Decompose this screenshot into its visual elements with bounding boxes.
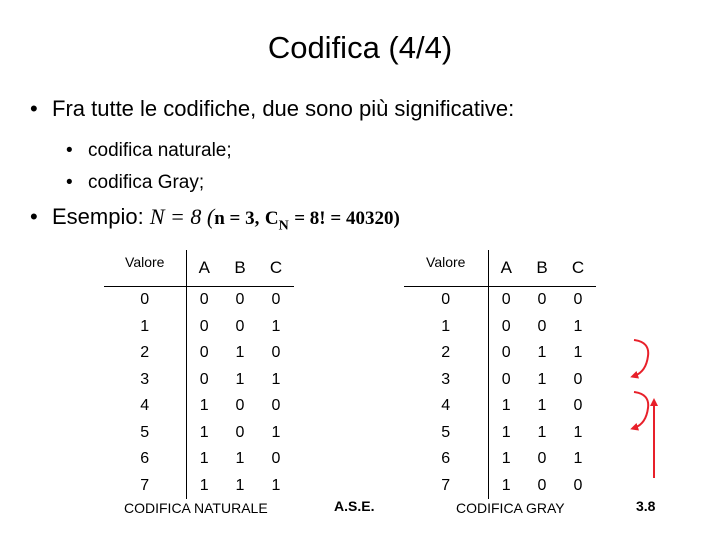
- cell-bit: 1: [501, 476, 511, 494]
- cell-bit: 0: [537, 291, 547, 309]
- cell-valore: 6: [404, 446, 488, 473]
- cell-bit: 1: [573, 423, 583, 441]
- gray-caption: CODIFICA GRAY: [456, 500, 565, 516]
- cell-valore: 5: [104, 420, 186, 447]
- cell-bit: 0: [199, 344, 209, 362]
- header-b: B: [524, 250, 560, 287]
- table-row: [404, 446, 596, 473]
- formula-c: C: [264, 208, 279, 229]
- intro-text: Fra tutte le codifiche, due sono più significative:: [52, 96, 515, 121]
- table-row: [104, 340, 294, 367]
- cell-bit: 1: [271, 317, 281, 335]
- table-row: [104, 287, 294, 314]
- header-valore: Valore: [104, 250, 186, 287]
- cell-bit: 0: [235, 423, 245, 441]
- table-row: [104, 420, 294, 447]
- example-label: Esempio:: [52, 204, 144, 229]
- cell-bit: 1: [501, 397, 511, 415]
- cell-valore: 3: [404, 367, 488, 394]
- cell-bit: 0: [235, 291, 245, 309]
- cell-bit: 1: [501, 423, 511, 441]
- cell-valore: 1: [404, 314, 488, 341]
- table-row: [404, 314, 596, 341]
- curved-arrow-upper: [634, 340, 648, 376]
- example-bullet: [30, 204, 400, 234]
- cell-bit: 0: [199, 291, 209, 309]
- cell-bit: 1: [573, 344, 583, 362]
- cell-bit: 0: [199, 317, 209, 335]
- cell-bit: 0: [573, 476, 583, 494]
- table-row: [104, 367, 294, 394]
- sub-bullet-natural: [66, 140, 232, 162]
- header-a: A: [186, 250, 222, 287]
- cell-valore: 2: [404, 340, 488, 367]
- intro-bullet: [30, 96, 514, 122]
- table-row: [104, 446, 294, 473]
- cell-bit: 0: [271, 450, 281, 468]
- cell-bit: 0: [537, 317, 547, 335]
- cell-bit: 0: [537, 450, 547, 468]
- cell-bit: 0: [271, 397, 281, 415]
- cell-bit: 0: [573, 370, 583, 388]
- cell-bit: 1: [501, 450, 511, 468]
- cell-valore: 0: [404, 287, 488, 314]
- table-row: [104, 393, 294, 420]
- cell-bit: 0: [199, 370, 209, 388]
- cell-bit: 0: [501, 344, 511, 362]
- table-header-row: [404, 250, 596, 287]
- table-row: [104, 473, 294, 500]
- sub-item-text: codifica naturale;: [88, 140, 232, 161]
- header-a: A: [488, 250, 524, 287]
- cell-bit: 0: [537, 476, 547, 494]
- cell-bit: 1: [537, 344, 547, 362]
- bullet-dot: •: [66, 140, 73, 161]
- cell-valore: 3: [104, 367, 186, 394]
- cell-bit: 0: [501, 317, 511, 335]
- cell-valore: 6: [104, 446, 186, 473]
- footer-ase: A.S.E.: [334, 498, 375, 514]
- cell-bit: 1: [537, 423, 547, 441]
- sub-bullet-gray: [66, 172, 204, 194]
- cell-bit: 0: [501, 370, 511, 388]
- cell-bit: 1: [235, 344, 245, 362]
- cell-bit: 0: [573, 291, 583, 309]
- cell-valore: 1: [104, 314, 186, 341]
- cell-bit: 1: [235, 476, 245, 494]
- table-row: [404, 393, 596, 420]
- bullet-dot: •: [30, 204, 38, 229]
- table-row: [404, 340, 596, 367]
- formula-n-main: N = 8 (: [149, 204, 215, 229]
- cell-bit: 1: [271, 423, 281, 441]
- cell-valore: 7: [104, 473, 186, 500]
- cell-bit: 1: [573, 450, 583, 468]
- formula-c-sub: N: [278, 218, 289, 234]
- table-row: [404, 420, 596, 447]
- cell-bit: 1: [199, 423, 209, 441]
- cell-bit: 1: [537, 370, 547, 388]
- cell-bit: 1: [271, 476, 281, 494]
- cell-bit: 0: [235, 397, 245, 415]
- cell-bit: 1: [199, 476, 209, 494]
- gray-coding-table: [404, 250, 596, 499]
- slide-title: Codifica (4/4): [267, 30, 453, 65]
- cell-valore: 4: [104, 393, 186, 420]
- cell-valore: 0: [104, 287, 186, 314]
- header-valore: Valore: [404, 250, 488, 287]
- header-c: C: [258, 250, 294, 287]
- table-row: [404, 367, 596, 394]
- table-row: [404, 473, 596, 500]
- example-formula: [149, 204, 400, 234]
- curved-arrow-lower: [634, 392, 648, 428]
- table-header-row: [104, 250, 294, 287]
- cell-valore: 4: [404, 393, 488, 420]
- cell-bit: 1: [199, 450, 209, 468]
- header-c: C: [560, 250, 596, 287]
- bullet-dot: •: [66, 172, 73, 193]
- natural-caption: CODIFICA NATURALE: [124, 500, 268, 516]
- cell-bit: 0: [501, 291, 511, 309]
- reflection-arrows: [620, 330, 670, 480]
- table-row: [104, 314, 294, 341]
- cell-bit: 0: [235, 317, 245, 335]
- formula-end: = 8! = 40320): [294, 208, 400, 229]
- cell-valore: 7: [404, 473, 488, 500]
- cell-bit: 0: [573, 397, 583, 415]
- cell-bit: 1: [271, 370, 281, 388]
- cell-valore: 2: [104, 340, 186, 367]
- cell-bit: 1: [235, 370, 245, 388]
- cell-bit: 1: [199, 397, 209, 415]
- page-number: 3.8: [636, 498, 656, 514]
- header-b: B: [222, 250, 258, 287]
- cell-bit: 1: [537, 397, 547, 415]
- cell-bit: 0: [271, 291, 281, 309]
- cell-bit: 1: [235, 450, 245, 468]
- cell-bit: 1: [573, 317, 583, 335]
- formula-n-part: n = 3,: [214, 208, 260, 229]
- sub-item-text: codifica Gray;: [88, 172, 205, 193]
- bullet-dot: •: [30, 96, 38, 121]
- cell-bit: 0: [271, 344, 281, 362]
- table-row: [404, 287, 596, 314]
- natural-coding-table: [104, 250, 294, 499]
- cell-valore: 5: [404, 420, 488, 447]
